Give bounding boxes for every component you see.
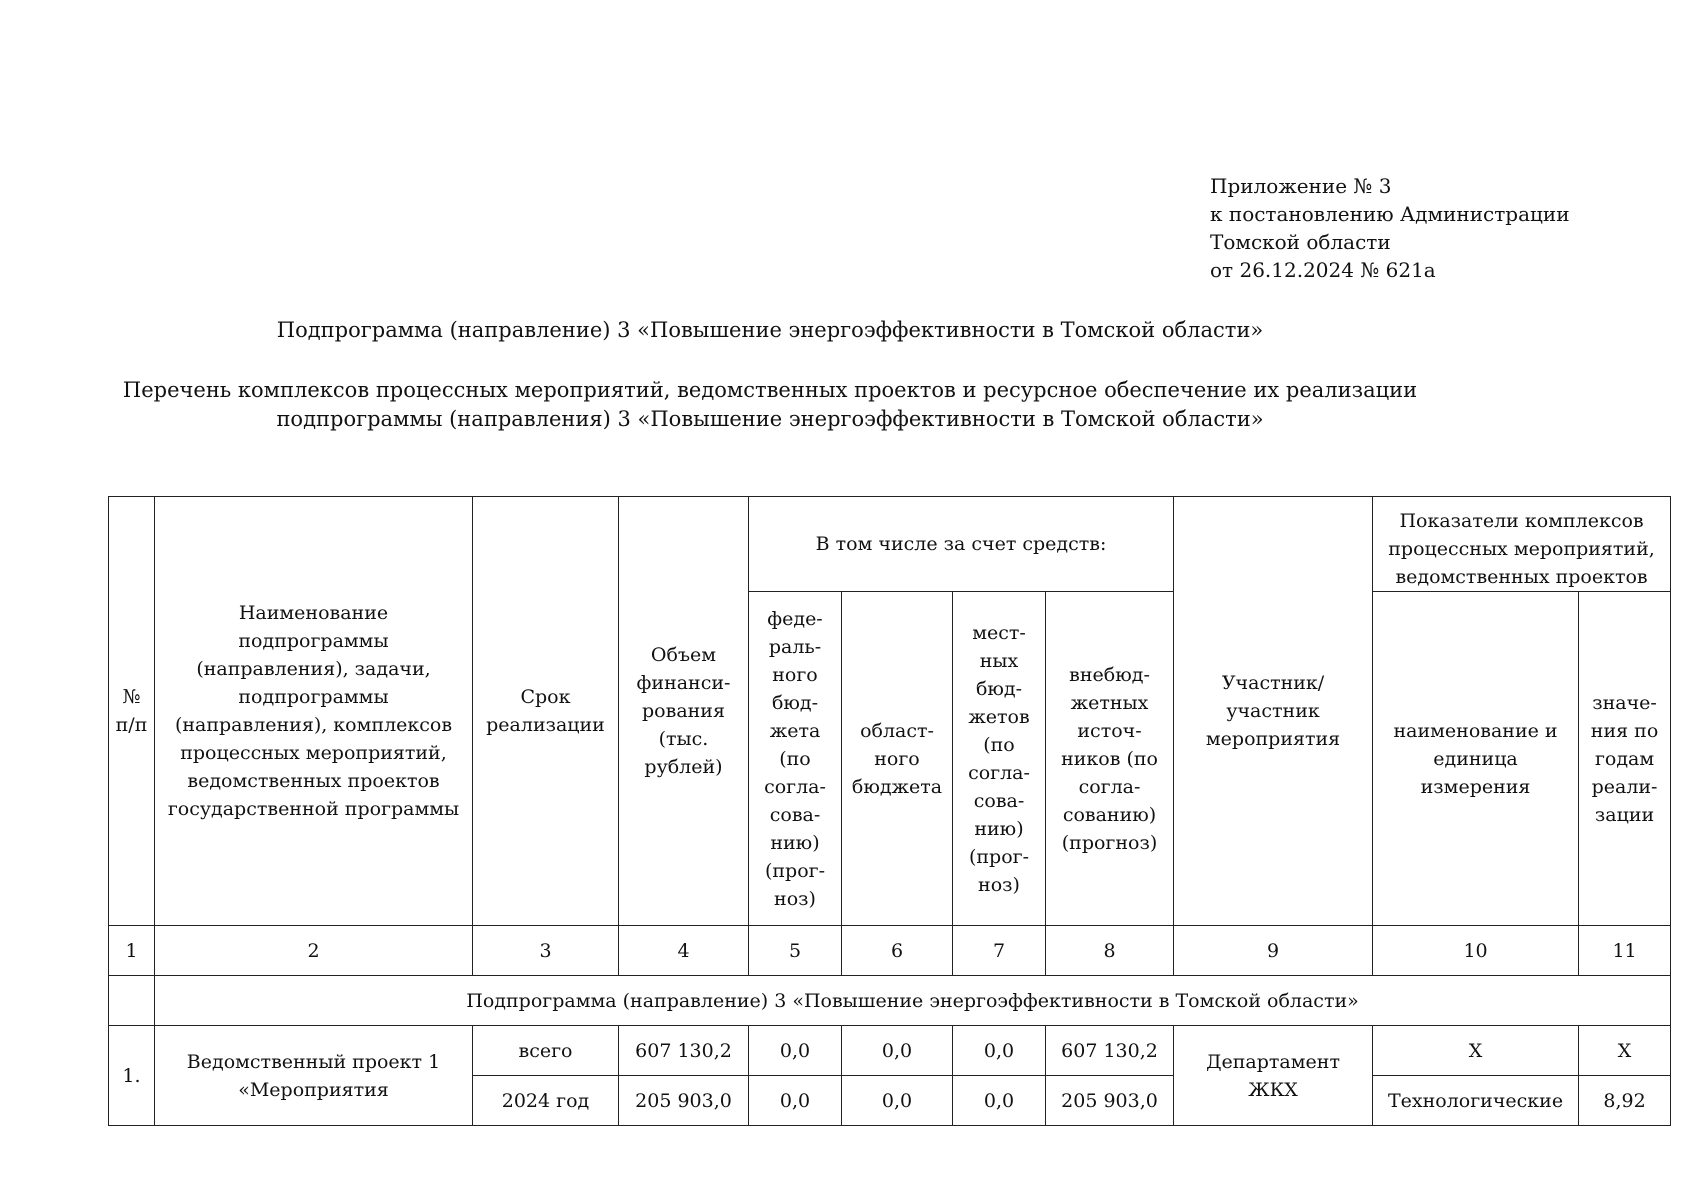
column-number: 10 <box>1373 926 1579 976</box>
header-indicator-values: значе- ния по годам реали- зации <box>1579 592 1671 926</box>
header-indicators-group: Показатели комплексов процессных мероприятий, ведомственных проектов <box>1373 497 1671 592</box>
column-number: 5 <box>749 926 842 976</box>
row-local: 0,0 <box>953 1076 1046 1126</box>
list-title-line1: Перечень комплексов процессных мероприятий, ведомственных проектов и ресурсное обеспечение их реализации <box>122 378 1418 402</box>
resource-table <box>108 496 1671 1126</box>
list-title <box>0 376 1540 434</box>
appendix-line: Приложение № 3 <box>1210 174 1392 198</box>
column-number: 8 <box>1046 926 1174 976</box>
row-federal: 0,0 <box>749 1026 842 1076</box>
column-number: 6 <box>842 926 953 976</box>
subprogram-title: Подпрограмма (направление) 3 «Повышение энергоэффективности в Томской области» <box>276 318 1264 342</box>
header-number: № п/п <box>109 497 155 926</box>
row-volume: 205 903,0 <box>619 1076 749 1126</box>
header-name: Наименование подпрограммы (направления), задачи, подпрограммы (направления), комплексов процессных мероприятий, ведомственных проектов государственной программы <box>155 497 473 926</box>
header-period: Срок реализации <box>473 497 619 926</box>
list-title-line2: подпрограммы (направления) 3 «Повышение энергоэффективности в Томской области» <box>276 407 1264 431</box>
row-period: всего <box>473 1026 619 1076</box>
header-local: мест- ных бюд- жетов (по согла- сова- нию) (прог- ноз) <box>953 592 1046 926</box>
row-local: 0,0 <box>953 1026 1046 1076</box>
row-volume: 607 130,2 <box>619 1026 749 1076</box>
header-funds-group: В том числе за счет средств: <box>749 497 1174 592</box>
row-federal: 0,0 <box>749 1076 842 1126</box>
appendix-line: Томской области <box>1210 230 1391 254</box>
column-numbers-row <box>109 926 1671 976</box>
section-number-cell <box>109 976 155 1026</box>
row-period: 2024 год <box>473 1076 619 1126</box>
header-regional: област- ного бюджета <box>842 592 953 926</box>
section-row <box>109 976 1671 1026</box>
table-row <box>109 1026 1671 1076</box>
row-indicator: Технологические <box>1373 1076 1579 1126</box>
appendix-line: от 26.12.2024 № 621а <box>1210 258 1436 282</box>
row-participant: Департамент ЖКХ <box>1174 1026 1373 1126</box>
row-number: 1. <box>109 1026 155 1126</box>
column-number: 1 <box>109 926 155 976</box>
row-regional: 0,0 <box>842 1026 953 1076</box>
section-title: Подпрограмма (направление) 3 «Повышение энергоэффективности в Томской области» <box>155 976 1671 1026</box>
column-number: 7 <box>953 926 1046 976</box>
row-indicator: Х <box>1373 1026 1579 1076</box>
header-federal: феде- раль- ного бюд- жета (по согла- сова- нию) (прог- ноз) <box>749 592 842 926</box>
header-extra: внебюд- жетных источ- ников (по согла- сованию) (прогноз) <box>1046 592 1174 926</box>
appendix-block <box>1210 172 1570 284</box>
appendix-line: к постановлению Администрации <box>1210 202 1570 226</box>
row-regional: 0,0 <box>842 1076 953 1126</box>
column-number: 11 <box>1579 926 1671 976</box>
row-extra: 205 903,0 <box>1046 1076 1174 1126</box>
row-extra: 607 130,2 <box>1046 1026 1174 1076</box>
row-value: Х <box>1579 1026 1671 1076</box>
column-number: 9 <box>1174 926 1373 976</box>
header-volume: Объем финанси- рования (тыс. рублей) <box>619 497 749 926</box>
column-number: 4 <box>619 926 749 976</box>
header-participant: Участник/ участник мероприятия <box>1174 497 1373 926</box>
column-number: 2 <box>155 926 473 976</box>
row-name: Ведомственный проект 1 «Мероприятия <box>155 1026 473 1126</box>
row-value: 8,92 <box>1579 1076 1671 1126</box>
header-indicator-name: наименование и единица измерения <box>1373 592 1579 926</box>
column-number: 3 <box>473 926 619 976</box>
